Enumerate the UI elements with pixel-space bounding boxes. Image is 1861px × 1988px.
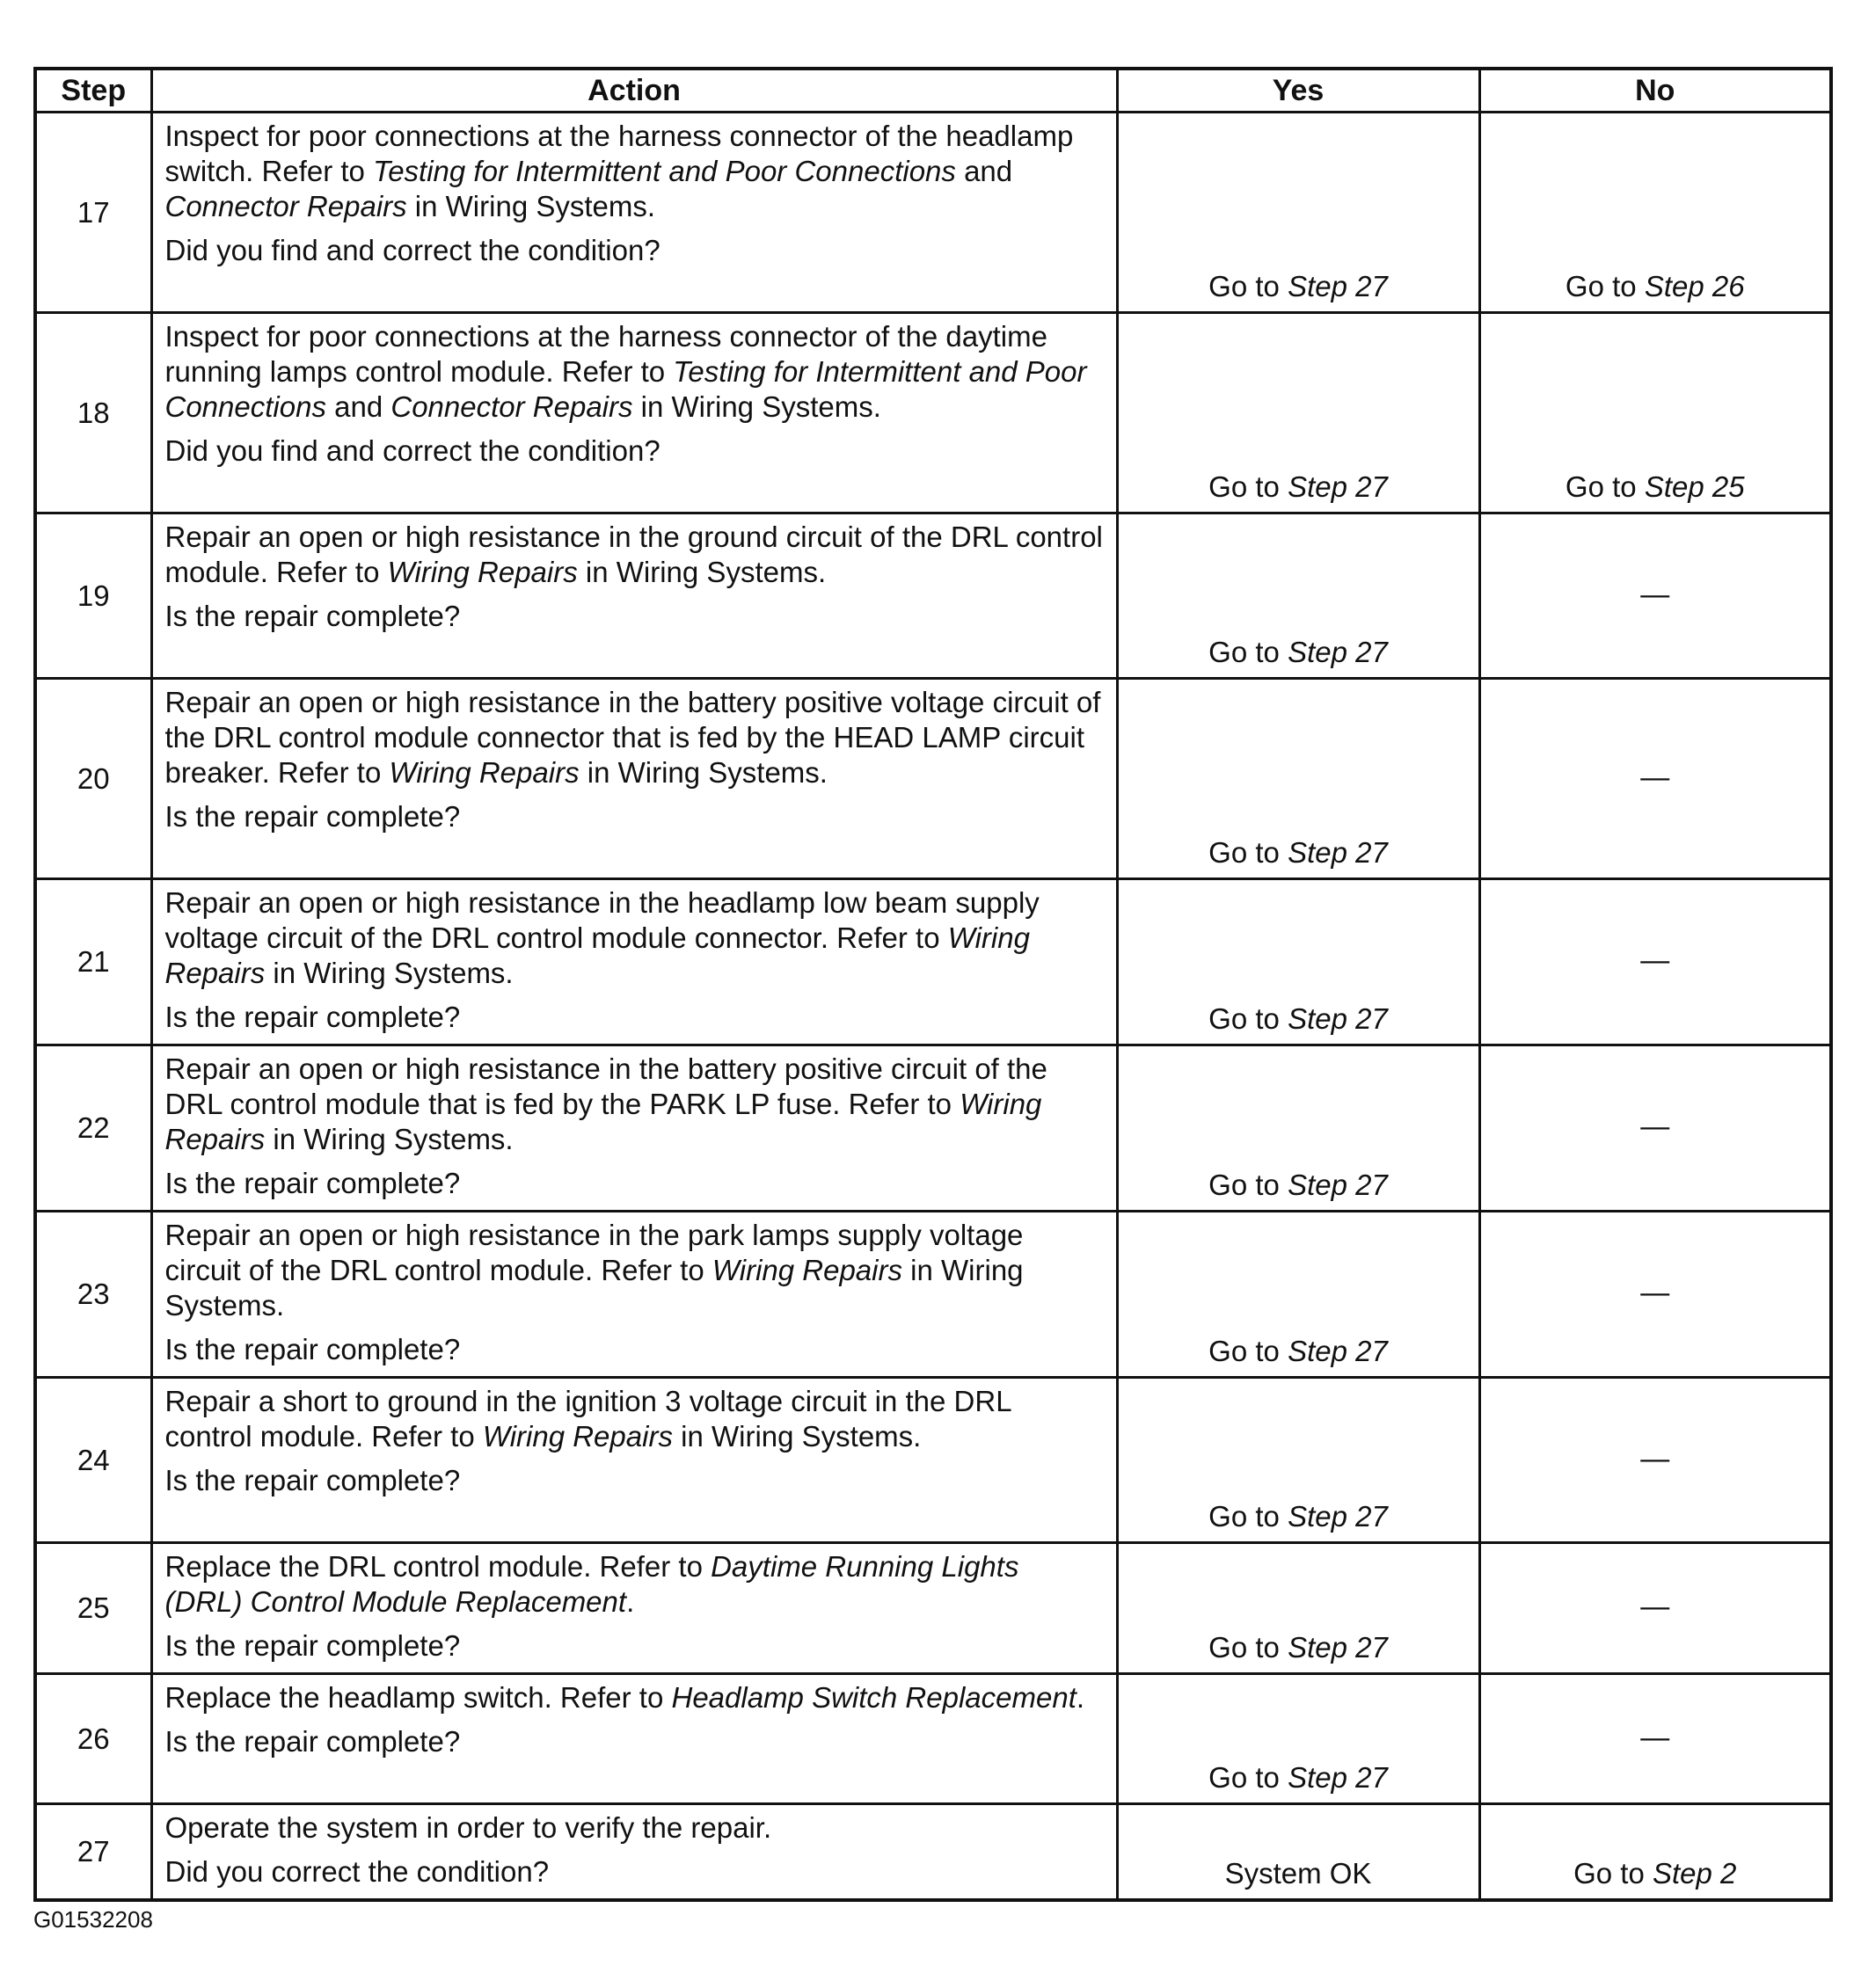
yes-result: [1119, 1168, 1478, 1203]
goto-step-reference: Step 27: [1288, 836, 1388, 869]
yes-cell: [1117, 879, 1479, 1045]
no-cell: [1479, 1045, 1831, 1212]
table-row: [35, 1804, 1831, 1901]
goto-step-reference: Step 27: [1288, 1169, 1388, 1201]
action-text: in Wiring Systems.: [164, 1254, 1024, 1322]
reference-text: Testing for Intermittent and Poor Connections: [164, 355, 1087, 423]
goto-step-reference: Step 27: [1288, 1335, 1388, 1367]
header-action: Action: [151, 69, 1117, 113]
step-number: 17: [35, 113, 151, 313]
no-cell: [1479, 1543, 1831, 1674]
yes-cell: [1117, 1212, 1479, 1378]
table-row: [35, 1212, 1831, 1378]
reference-text: Wiring Repairs: [389, 756, 580, 789]
yes-result: [1119, 269, 1478, 304]
table-row: [35, 1543, 1831, 1674]
yes-result: [1119, 470, 1478, 505]
reference-text: Testing for Intermittent and Poor Connections: [373, 155, 956, 187]
result-text: System OK: [1224, 1857, 1372, 1890]
goto-step-reference: Step 27: [1288, 1500, 1388, 1533]
goto-prefix: Go to: [1208, 636, 1288, 668]
reference-text: Wiring Repairs: [387, 556, 578, 588]
action-description: [165, 1810, 1104, 1846]
action-text: in Wiring Systems.: [577, 556, 827, 588]
goto-prefix: Go to: [1573, 1857, 1653, 1890]
action-cell: [151, 1804, 1117, 1901]
yes-result: [1119, 1001, 1478, 1037]
goto-step-reference: Step 27: [1288, 1002, 1388, 1035]
not-applicable-dash: —: [1640, 943, 1670, 976]
action-question: Is the repair complete?: [164, 1167, 461, 1199]
goto-step-reference: Step 27: [1288, 470, 1388, 503]
action-text: Repair an open or high resistance in the headlamp low beam supply voltage circuit of the DRL control module connector. Refer to: [164, 886, 1040, 954]
step-number: 23: [35, 1212, 151, 1378]
yes-cell: [1117, 1378, 1479, 1543]
action-text: in Wiring Systems.: [265, 1123, 514, 1155]
action-question: Is the repair complete?: [164, 1725, 461, 1758]
action-description: [165, 1052, 1104, 1157]
yes-cell: [1117, 113, 1479, 313]
no-cell: [1479, 1212, 1831, 1378]
table-row: [35, 679, 1831, 879]
action-text: Replace the headlamp switch. Refer to: [164, 1681, 672, 1714]
goto-prefix: Go to: [1208, 1169, 1288, 1201]
no-cell: [1479, 313, 1831, 513]
action-question: Is the repair complete?: [164, 800, 461, 833]
reference-text: Connector Repairs: [164, 190, 407, 222]
table-row: [35, 1378, 1831, 1543]
yes-cell: [1117, 313, 1479, 513]
yes-cell: [1117, 1045, 1479, 1212]
action-description: [165, 119, 1104, 224]
header-row: [35, 69, 1831, 113]
not-applicable-dash: —: [1640, 760, 1670, 793]
action-description: [165, 1680, 1104, 1715]
header-yes: Yes: [1117, 69, 1479, 113]
reference-text: Wiring Repairs: [482, 1420, 673, 1453]
action-description: [165, 1218, 1104, 1323]
goto-prefix: Go to: [1208, 270, 1288, 302]
reference-text: Headlamp Switch Replacement: [671, 1681, 1076, 1714]
step-number: 18: [35, 313, 151, 513]
table-row: [35, 879, 1831, 1045]
action-text: Operate the system in order to verify the repair.: [164, 1811, 772, 1844]
goto-prefix: Go to: [1208, 1761, 1288, 1794]
goto-step-reference: Step 27: [1288, 1761, 1388, 1794]
action-question: Did you correct the condition?: [164, 1855, 550, 1888]
goto-prefix: Go to: [1208, 836, 1288, 869]
reference-text: Wiring Repairs: [164, 1088, 1042, 1155]
goto-step-reference: Step 27: [1288, 270, 1388, 302]
action-cell: [151, 1212, 1117, 1378]
not-applicable-dash: —: [1640, 577, 1670, 610]
action-question: Is the repair complete?: [164, 1464, 461, 1496]
action-description: [165, 1384, 1104, 1454]
action-description: [165, 685, 1104, 790]
no-cell: [1479, 113, 1831, 313]
action-cell: [151, 113, 1117, 313]
goto-prefix: Go to: [1208, 1500, 1288, 1533]
action-cell: [151, 1543, 1117, 1674]
reference-text: Wiring Repairs: [712, 1254, 902, 1286]
yes-result: [1119, 1334, 1478, 1369]
action-cell: [151, 1378, 1117, 1543]
yes-cell: [1117, 1804, 1479, 1901]
step-number: 25: [35, 1543, 151, 1674]
goto-step-reference: Step 26: [1644, 270, 1745, 302]
action-text: Repair an open or high resistance in the park lamps supply voltage circuit of the DRL control module. Refer to: [164, 1219, 1024, 1286]
not-applicable-dash: —: [1640, 1276, 1670, 1308]
action-description: [165, 319, 1104, 425]
table-row: [35, 313, 1831, 513]
yes-result: [1119, 1630, 1478, 1665]
yes-cell: [1117, 679, 1479, 879]
action-text: in Wiring Systems.: [406, 190, 656, 222]
goto-step-reference: Step 27: [1288, 636, 1388, 668]
no-cell: [1479, 679, 1831, 879]
step-number: 22: [35, 1045, 151, 1212]
action-text: and: [955, 155, 1013, 187]
action-text: Repair an open or high resistance in the battery positive circuit of the DRL control module that is fed by the PARK LP fuse. Refer to: [164, 1052, 1047, 1120]
action-cell: [151, 1045, 1117, 1212]
action-description: [165, 520, 1104, 590]
yes-result: [1119, 835, 1478, 870]
action-cell: [151, 513, 1117, 679]
action-text: in Wiring Systems.: [579, 756, 828, 789]
table-row: [35, 1674, 1831, 1804]
yes-cell: [1117, 1674, 1479, 1804]
table-body: [35, 113, 1831, 1901]
step-number: 27: [35, 1804, 151, 1901]
action-text: Replace the DRL control module. Refer to: [164, 1550, 712, 1583]
reference-text: Daytime Running Lights (DRL) Control Module Replacement: [164, 1550, 1019, 1618]
no-result: [1481, 269, 1830, 304]
no-cell: [1479, 1804, 1831, 1901]
diagnostic-table: [33, 67, 1833, 1902]
table-row: [35, 1045, 1831, 1212]
yes-result: [1119, 635, 1478, 670]
action-description: [165, 885, 1104, 991]
goto-step-reference: Step 27: [1288, 1631, 1388, 1664]
goto-prefix: Go to: [1208, 470, 1288, 503]
no-result: [1481, 470, 1830, 505]
action-question: Is the repair complete?: [164, 1333, 461, 1365]
no-cell: [1479, 1674, 1831, 1804]
action-text: in Wiring Systems.: [265, 957, 514, 989]
action-text: Repair a short to ground in the ignition 3 voltage circuit in the DRL control module. Refer to: [164, 1385, 1011, 1453]
step-number: 26: [35, 1674, 151, 1804]
goto-prefix: Go to: [1208, 1631, 1288, 1664]
header-step: Step: [35, 69, 151, 113]
action-text: Repair an open or high resistance in the ground circuit of the DRL control module. Refer to: [164, 521, 1103, 588]
action-text: Repair an open or high resistance in the battery positive voltage circuit of the DRL control module connector that is fed by the HEAD LAMP circuit breaker. Refer to: [164, 686, 1101, 789]
action-question: Is the repair complete?: [164, 1629, 461, 1662]
yes-cell: [1117, 513, 1479, 679]
table-row: [35, 513, 1831, 679]
step-number: 21: [35, 879, 151, 1045]
step-number: 24: [35, 1378, 151, 1543]
not-applicable-dash: —: [1640, 1441, 1670, 1475]
action-cell: [151, 879, 1117, 1045]
step-number: 19: [35, 513, 151, 679]
header-no: No: [1479, 69, 1831, 113]
action-question: Is the repair complete?: [164, 1001, 461, 1033]
yes-cell: [1117, 1543, 1479, 1674]
action-text: Inspect for poor connections at the harness connector of the headlamp switch. Refer to: [164, 120, 1074, 187]
action-question: Is the repair complete?: [164, 600, 461, 632]
action-cell: [151, 679, 1117, 879]
action-cell: [151, 1674, 1117, 1804]
action-description: [165, 1549, 1104, 1620]
reference-text: Connector Repairs: [390, 390, 633, 423]
action-question: Did you find and correct the condition?: [164, 434, 660, 467]
no-cell: [1479, 513, 1831, 679]
no-cell: [1479, 1378, 1831, 1543]
goto-prefix: Go to: [1208, 1002, 1288, 1035]
yes-result: [1119, 1856, 1478, 1891]
yes-result: [1119, 1499, 1478, 1534]
action-text: in Wiring Systems.: [632, 390, 881, 423]
reference-text: Wiring Repairs: [164, 921, 1030, 989]
action-text: Inspect for poor connections at the harness connector of the daytime running lamps control module. Refer to: [164, 320, 1047, 388]
no-result: [1481, 1856, 1830, 1891]
goto-prefix: Go to: [1565, 470, 1645, 503]
step-number: 20: [35, 679, 151, 879]
goto-prefix: Go to: [1208, 1335, 1288, 1367]
table-row: [35, 113, 1831, 313]
action-cell: [151, 313, 1117, 513]
action-text: and: [325, 390, 391, 423]
action-text: in Wiring Systems.: [672, 1420, 922, 1453]
not-applicable-dash: —: [1640, 1590, 1670, 1622]
yes-result: [1119, 1760, 1478, 1795]
goto-step-reference: Step 2: [1652, 1857, 1737, 1890]
not-applicable-dash: —: [1640, 1720, 1670, 1753]
goto-prefix: Go to: [1565, 270, 1645, 302]
action-text: .: [1076, 1681, 1085, 1714]
goto-step-reference: Step 25: [1644, 470, 1745, 503]
not-applicable-dash: —: [1640, 1110, 1670, 1142]
action-question: Did you find and correct the condition?: [164, 234, 660, 266]
action-text: .: [626, 1585, 635, 1618]
figure-code: G01532208: [33, 1906, 153, 1933]
no-cell: [1479, 879, 1831, 1045]
